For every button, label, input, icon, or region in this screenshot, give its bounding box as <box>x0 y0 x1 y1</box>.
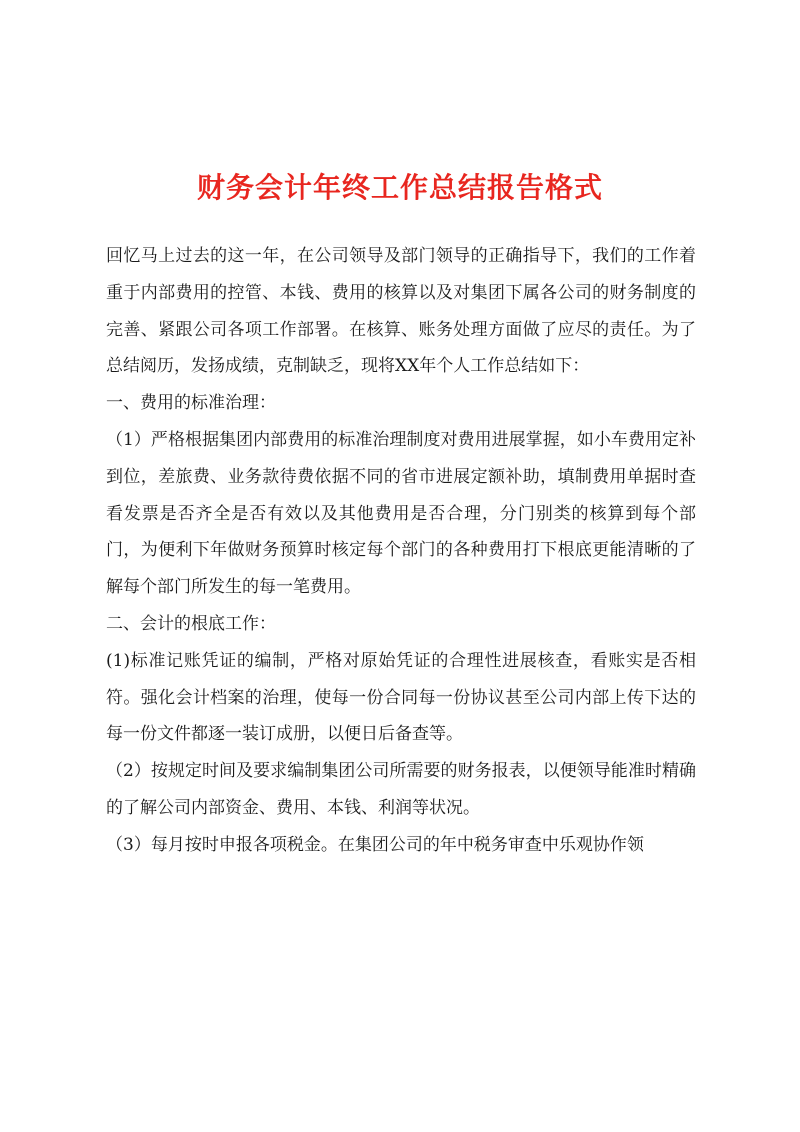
document-title: 财务会计年终工作总结报告格式 <box>196 171 603 204</box>
paragraph-intro: 回忆马上过去的这一年，在公司领导及部门领导的正确指导下，我们的工作着重于内部费用的控管、本钱、费用的核算以及对集团下属各公司的财务制度的完善、紧跟公司各项工作部署。在核算、账务处理方面做了应尽的责任。为了总结阅历，发扬成绩，克制缺乏，现将XX年个人工作总结如下： <box>106 246 696 377</box>
section-heading-expense: 一、费用的标准治理： <box>106 393 276 414</box>
paragraph-expense-1: （1）严格根据集团内部费用的标准治理制度对费用进展掌握，如小车费用定补到位，差旅费、业务款待费依据不同的省市进展定额补助，填制费用单据时查看发票是否齐全是否有效以及其他费用是否合理，分门别类的核算到每个部门，为便利下年做财务预算时核定每个部门的各种费用打下根底更能清晰的了解每个部门所发生的每一笔费用。 <box>106 429 696 598</box>
paragraph-accounting-3: （3）每月按时申报各项税金。在集团公司的年中税务审查中乐观协作领 <box>106 834 644 855</box>
document-body <box>106 238 696 864</box>
paragraph-accounting-2: （2）按规定时间及要求编制集团公司所需要的财务报表，以便领导能准时精确的了解公司内部资金、费用、本钱、利润等状况。 <box>106 761 696 818</box>
section-heading-accounting: 二、会计的根底工作： <box>106 613 276 634</box>
paragraph-accounting-1: (1)标准记账凭证的编制，严格对原始凭证的合理性进展核查，看账实是否相符。强化会计档案的治理，使每一份合同每一份协议甚至公司内部上传下达的每一份文件都逐一装订成册，以便日后备查等。 <box>106 650 696 745</box>
